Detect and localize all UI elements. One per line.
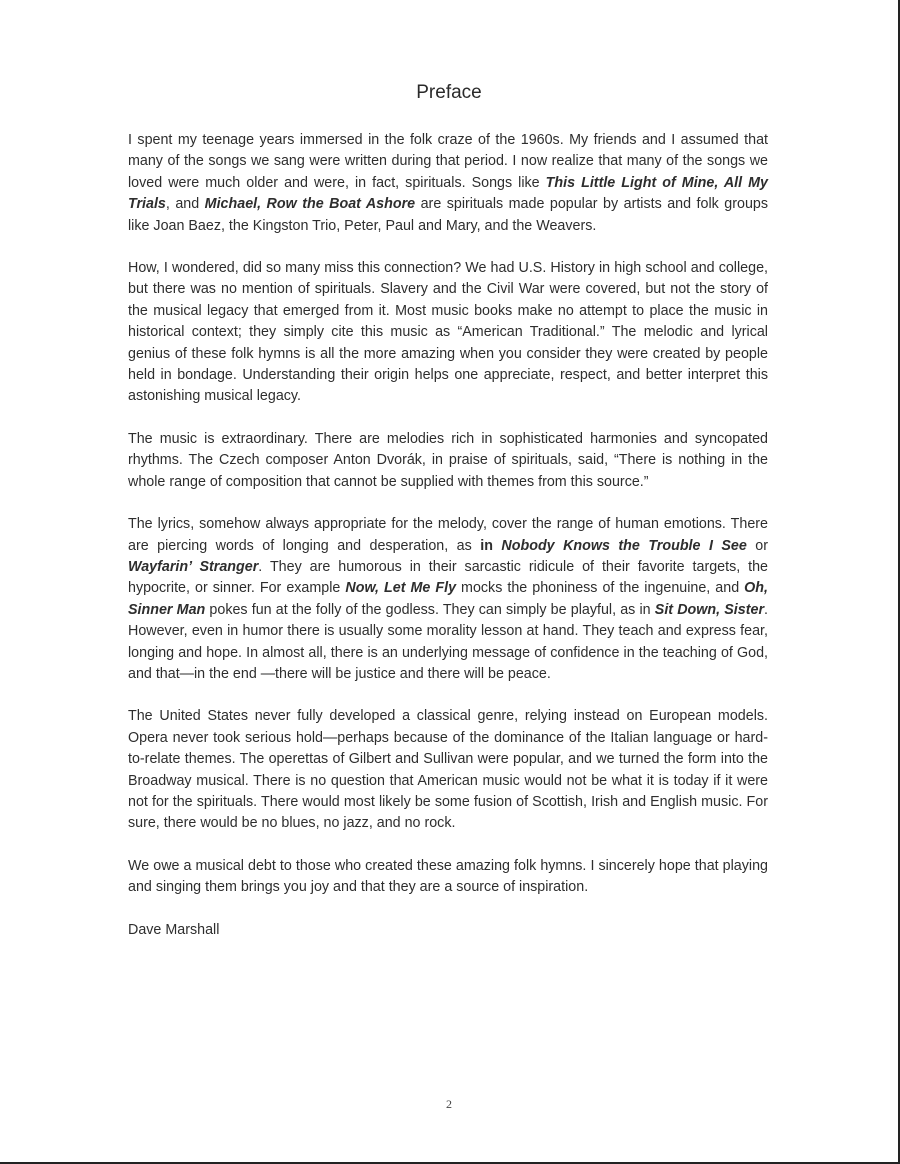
page-number: 2 xyxy=(446,1097,452,1111)
paragraph-musical-debt: We owe a musical debt to those who created these amazing folk hymns. I sincerely hope that playing and singing them brings you joy and that they are a source of inspiration. xyxy=(128,857,768,896)
text-run-bold: in xyxy=(480,537,502,554)
text-run: . They are humorous in their sarcastic ridicule of their favorite targets, the hypocrite, or sinner. For example xyxy=(128,558,769,597)
song-title: Now, Let Me Fly xyxy=(345,580,457,597)
preface-body xyxy=(128,130,768,962)
paragraph-lyrics xyxy=(128,514,768,685)
text-run: are spirituals made popular by artists and folk groups like Joan Baez, the Kingston Trio, Peter, Paul and Mary, and the Weavers. xyxy=(128,196,768,234)
page-title: Preface xyxy=(416,82,482,103)
paragraph-folk-craze xyxy=(128,130,768,237)
song-title: Oh, Sinner Man xyxy=(128,580,768,618)
text-run: pokes fun at the folly of the godless. They can simply be playful, as in xyxy=(205,601,655,618)
song-title: This Little Light of Mine, All My Trials xyxy=(128,174,769,213)
paragraph-missed-connection: How, I wondered, did so many miss this connection? We had U.S. History in high school and college, but there was no mention of spirituals. Slavery and the Civil War were covered, but not the story of the musical legacy that emerged from it. Most music books make no attempt to place the music in historical context; they simply cite this music as “American Traditional.” The melodic and lyrical genius of these folk hymns is all the more amazing when you consider they were created by people held in bondage. Understanding their origin helps one appreciate, respect, and better interpret this astonishing musical legacy. xyxy=(128,260,768,405)
text-run: , and xyxy=(165,196,205,213)
text-run: mocks the phoniness of the ingenuine, and xyxy=(456,580,745,597)
song-title: Michael, Row the Boat Ashore xyxy=(204,196,416,213)
song-title: Nobody Knows the Trouble I See xyxy=(501,537,747,554)
song-title: Wayfarin’ Stranger xyxy=(128,558,259,575)
paragraph-classical-genre: The United States never fully developed a classical genre, relying instead on European models. Opera never took serious hold—perhaps because of the dominance of the Italian language or hard-to-relate themes. The operettas of Gilbert and Sullivan were popular, and we turned the form into the Broadway musical. There is no question that American music would not be what it is today if it were not for the spirituals. There would most likely be some fusion of Scottish, Irish and English music. For sure, there would be no blues, no jazz, and no rock. xyxy=(128,708,768,832)
text-run: I spent my teenage years immersed in the folk craze of the 1960s. My friends and I assumed that many of the songs we sang were written during that period. I now realize that many of the songs we loved were much older and were, in fact, spirituals. Songs like xyxy=(128,132,768,191)
author-signature: Dave Marshall xyxy=(128,921,220,938)
song-title: Sit Down, Sister xyxy=(654,601,765,618)
text-run: . However, even in humor there is usually some morality lesson at hand. They teach and express fear, longing and hope. In almost all, there is an underlying message of confidence in the teaching of God, and that—in the end —there will be justice and there will be peace. xyxy=(128,601,768,682)
text-run: or xyxy=(746,537,769,554)
text-run: The lyrics, somehow always appropriate for the melody, cover the range of human emotions. There are piercing words of longing and desperation, as xyxy=(128,516,768,554)
paragraph-music-extraordinary: The music is extraordinary. There are melodies rich in sophisticated harmonies and syncopated rhythms. The Czech composer Anton Dvorák, in praise of spirituals, said, “There is nothing in the whole range of composition that cannot be supplied with themes from this source.” xyxy=(128,430,768,490)
